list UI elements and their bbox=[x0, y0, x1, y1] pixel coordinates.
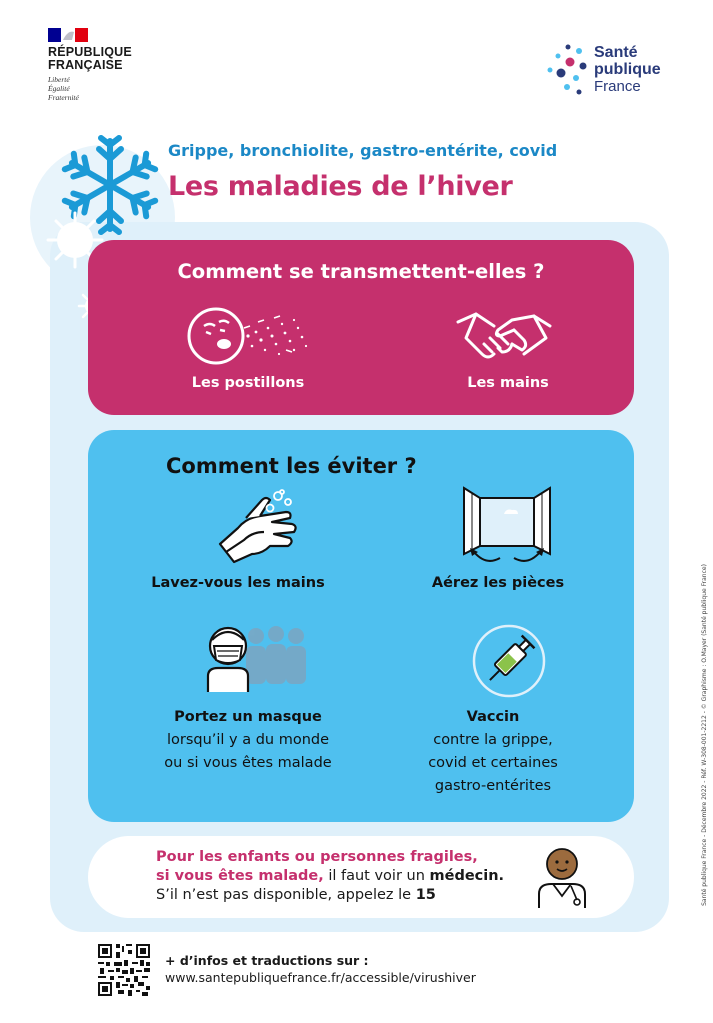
vaccine-syringe-icon bbox=[470, 622, 548, 700]
prevention-section bbox=[88, 430, 634, 822]
doctor-info-bar bbox=[88, 836, 634, 918]
credit-text: Santé publique France - Décembre 2022 - Réf. W-308-001-2212 - © Graphisme : O.Mayer (Santé publique France) bbox=[701, 564, 708, 906]
sante-publique-france-logo bbox=[546, 42, 686, 102]
mask-crowd-icon bbox=[200, 620, 320, 692]
page-title: Les maladies de l’hiver bbox=[168, 171, 513, 202]
doctor-info-text: Pour les enfants ou personnes fragiles, si vous êtes malade, il faut voir un médecin. S’il n’est pas disponible, appelez le 15 bbox=[156, 849, 505, 903]
footer-info: + d’infos et traductions sur : www.santepubliquefrance.fr/accessible/virushiver bbox=[165, 953, 476, 985]
marianne-flag-icon bbox=[48, 28, 88, 42]
republique-francaise-logo bbox=[48, 28, 158, 102]
label-wash-hands: Lavez-vous les mains bbox=[151, 575, 325, 591]
handshake-icon bbox=[454, 308, 554, 364]
spf-name: Santé publique France bbox=[594, 44, 661, 95]
window-icon bbox=[462, 486, 552, 568]
subtitle: Grippe, bronchiolite, gastro-entérite, covid bbox=[168, 141, 558, 160]
label-mask: Portez un masque lorsqu’il y a du monde ou si vous êtes malade bbox=[164, 709, 332, 771]
transmission-section bbox=[88, 240, 634, 415]
footer-url-link[interactable]: www.santepubliquefrance.fr/accessible/virushiver bbox=[165, 970, 476, 985]
prevention-title: Comment les éviter ? bbox=[166, 454, 417, 478]
doctor-icon bbox=[533, 846, 591, 910]
label-aerate: Aérez les pièces bbox=[431, 575, 565, 591]
label-vaccine: Vaccin contre la grippe, covid et certaines gastro-entérites bbox=[428, 709, 558, 794]
label-postillons: Les postillons bbox=[191, 375, 305, 391]
qr-code-icon[interactable] bbox=[98, 944, 150, 996]
rf-name: RÉPUBLIQUE FRANÇAISE bbox=[48, 45, 132, 72]
transmission-title: Comment se transmettent-elles ? bbox=[177, 260, 545, 283]
rf-motto: Liberté Égalité Fraternité bbox=[48, 75, 79, 102]
hand-washing-icon bbox=[216, 488, 302, 566]
spf-dots-icon bbox=[546, 42, 590, 102]
sneeze-icon bbox=[186, 306, 316, 368]
label-mains: Les mains bbox=[467, 375, 549, 391]
